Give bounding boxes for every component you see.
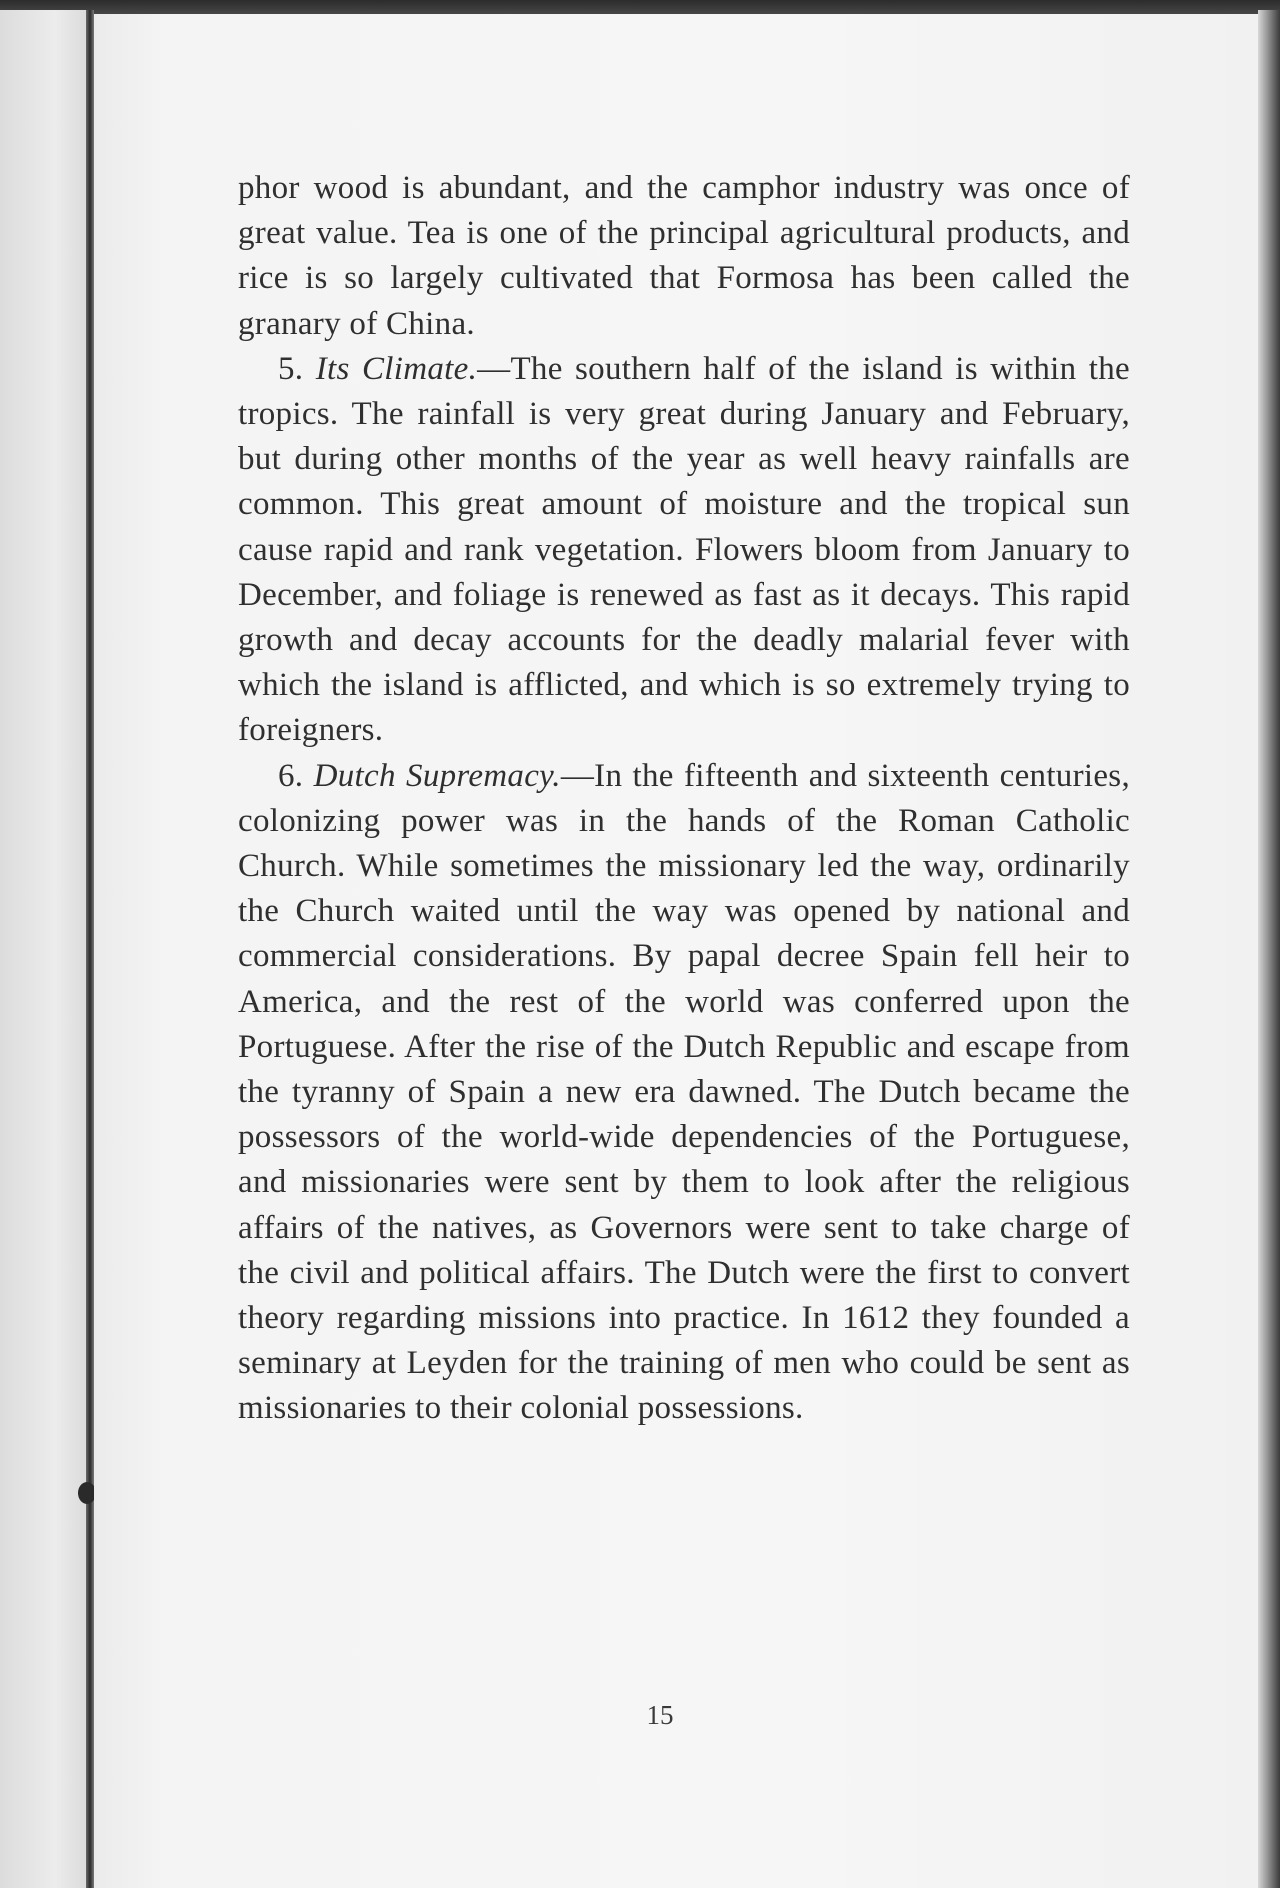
paragraph-text: phor wood is abundant, and the camphor industry was once of great value. Tea is one of the principal agricultural products, and rice is so largely cultivated that Formosa has been called the granary of China. <box>238 170 1130 342</box>
paragraph-climate <box>238 347 1130 754</box>
page-right-edge <box>1258 10 1280 1888</box>
section-heading: Its Climate. <box>315 350 478 387</box>
page-number: 15 <box>646 1700 674 1730</box>
page-body-text <box>238 166 1130 1432</box>
facing-page-edge <box>0 10 92 1888</box>
section-number: 5. <box>278 350 316 387</box>
book-spine <box>86 10 94 1888</box>
paragraph-text: —In the fifteenth and sixteenth centuries, colonizing power was in the hands of the Roman Catholic Church. While sometimes the missionary led the way, ordinarily the Church waited until the way was opened by national and commercial considerations. By papal decree Spain fell heir to America, and the rest of the world was conferred upon the Portuguese. After the rise of the Dutch Republic and escape from the tyranny of Spain a new era dawned. The Dutch became the possessors of the world-wide dependencies of the Portuguese, and missionaries were sent by them to look after the religious affairs of the natives, as Governors were sent to take charge of the civil and political affairs. The Dutch were the first to convert theory regarding missions into practice. In 1612 they founded a seminary at Leyden for the training of men who could be sent as missionaries to their colonial possessions. <box>238 757 1130 1427</box>
paragraph-camphor <box>238 166 1130 347</box>
section-heading: Dutch Supremacy. <box>313 757 561 794</box>
paragraph-text: —The southern half of the island is within the tropics. The rainfall is very great during January and February, but during other months of the year as well heavy rainfalls are common. This great amount of moisture and the tropical sun cause rapid and rank vegetation. Flowers bloom from January to December, and foliage is renewed as fast as it decays. This rapid growth and decay accounts for the deadly malarial fever with which the island is afflicted, and which is so extremely trying to foreigners. <box>238 350 1130 749</box>
paragraph-dutch-supremacy <box>238 754 1130 1432</box>
section-number: 6. <box>278 757 314 794</box>
